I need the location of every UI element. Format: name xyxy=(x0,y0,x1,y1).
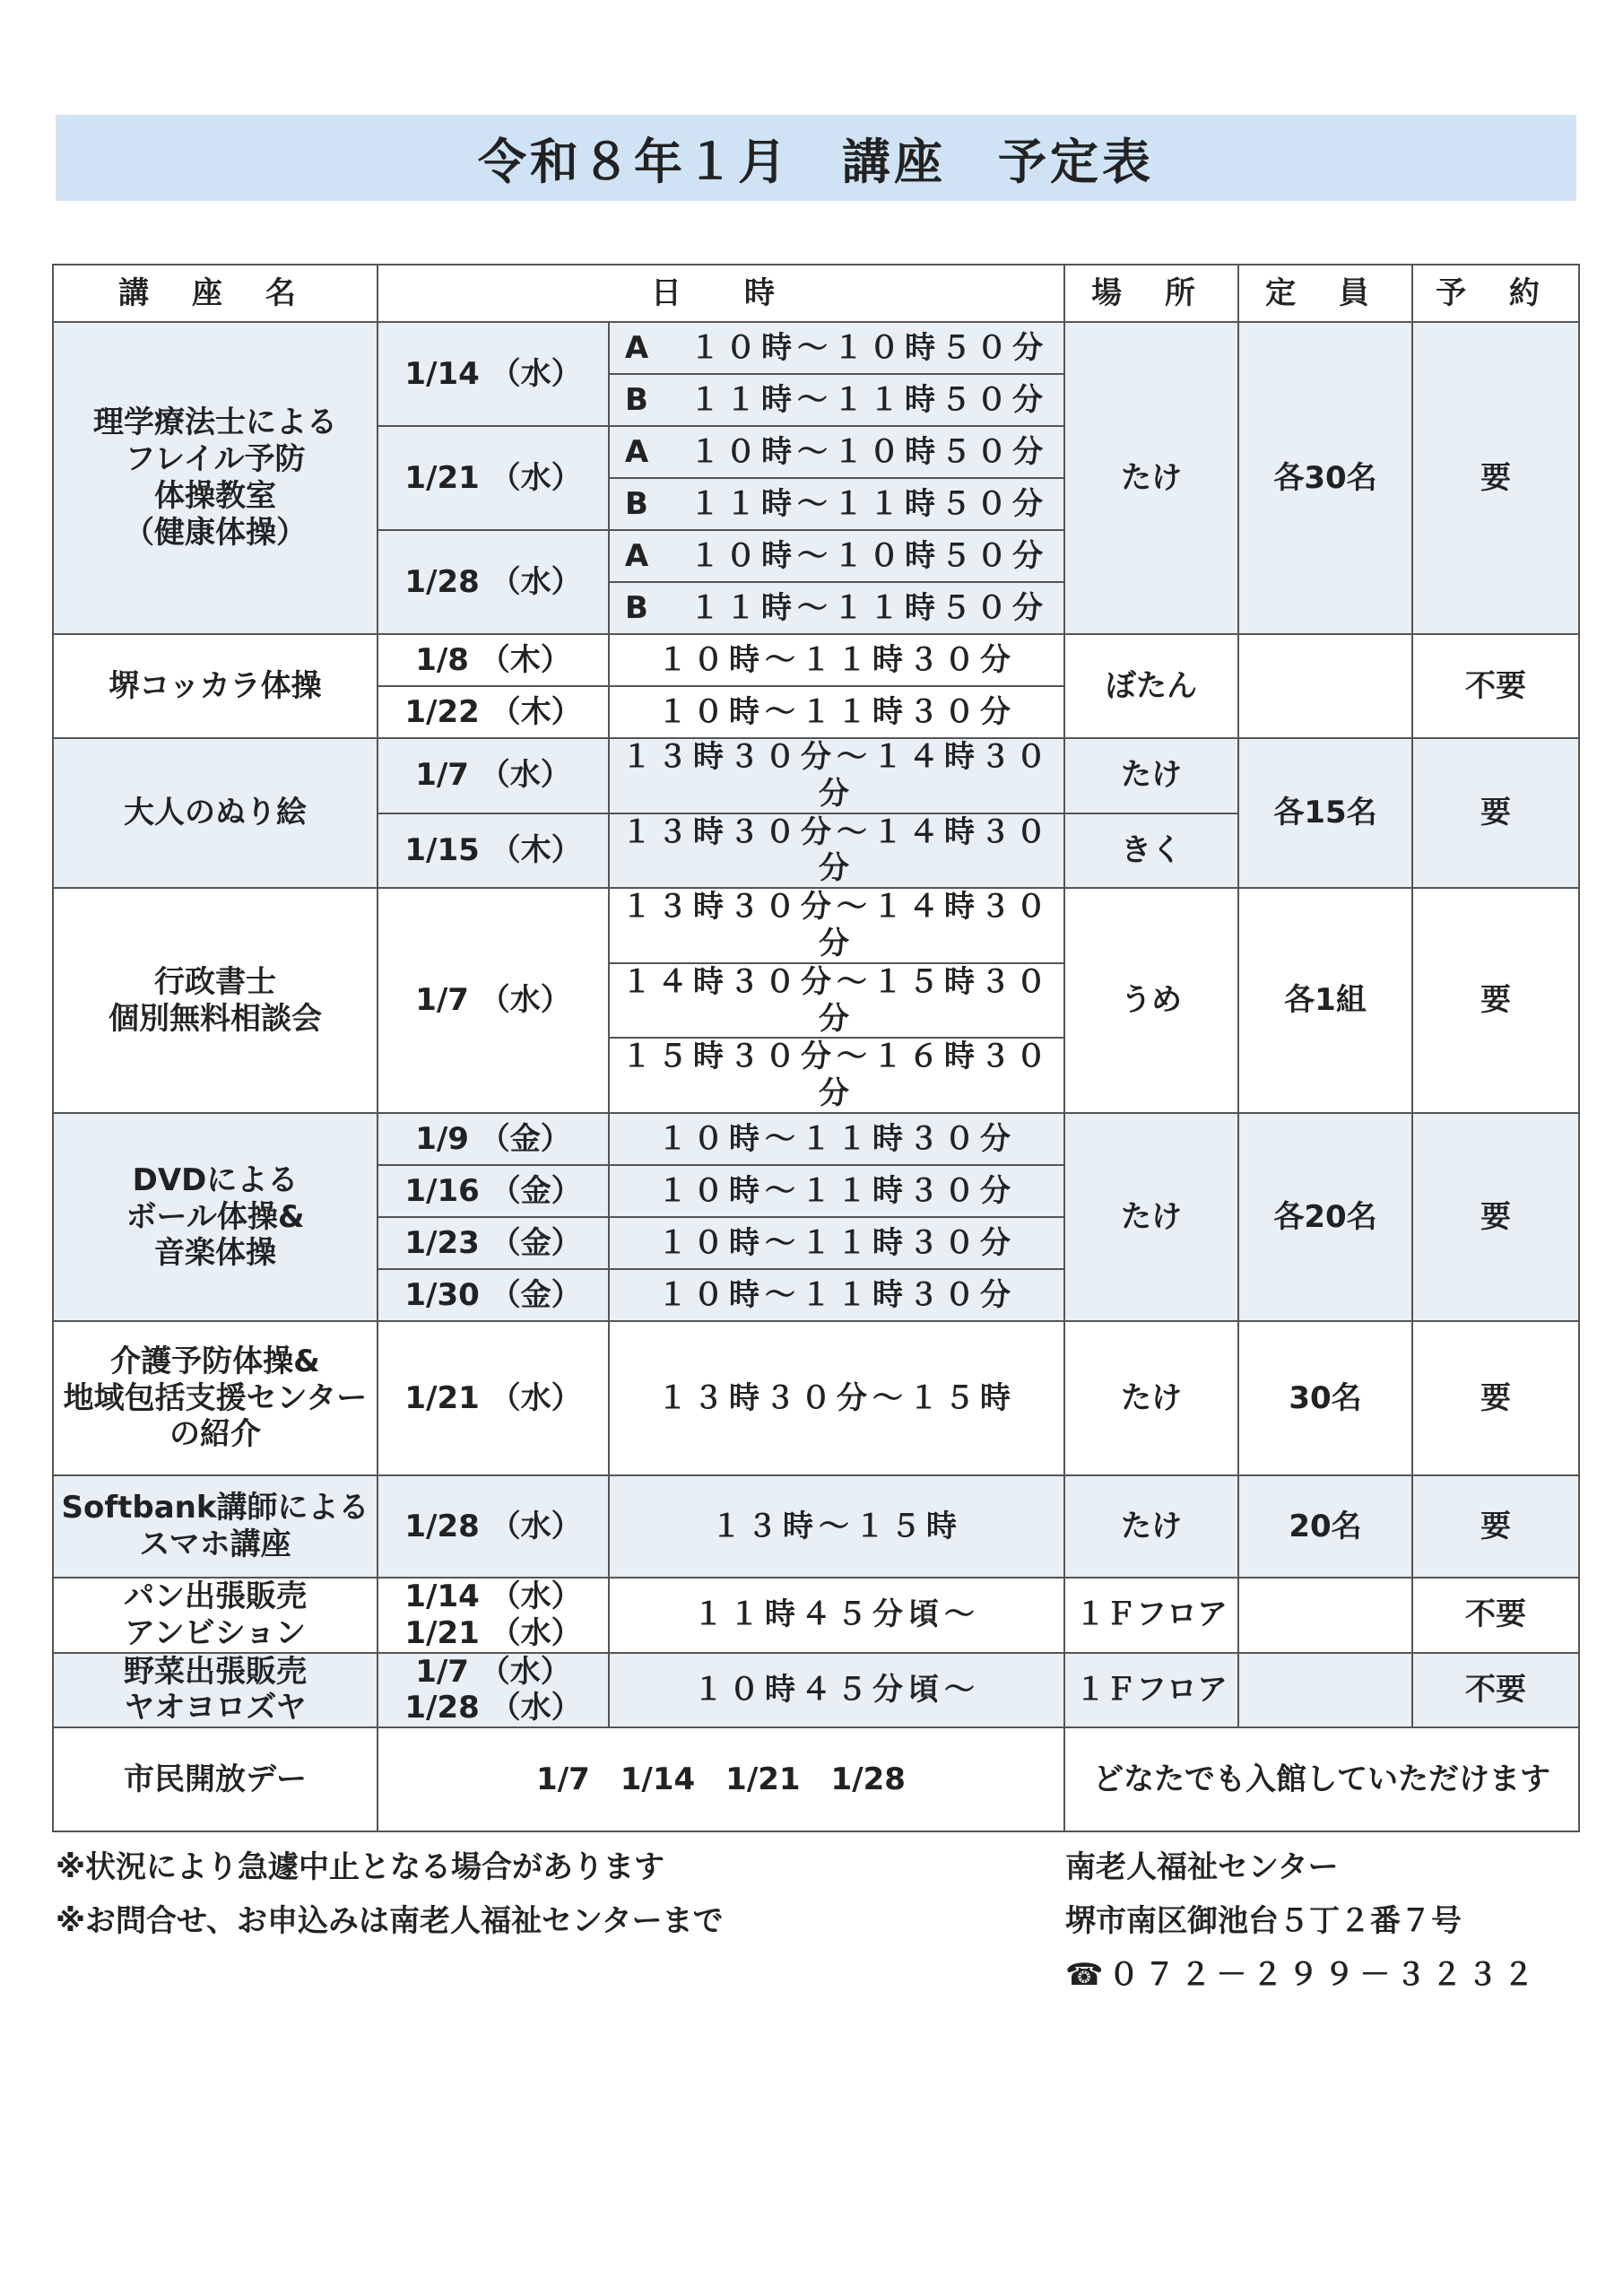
course-name-line: フレイル予防 xyxy=(125,441,306,478)
date-cell: 1/8 （木） xyxy=(378,634,609,686)
header-place: 場 所 xyxy=(1064,265,1238,322)
table-row xyxy=(53,738,1579,813)
course-name-line: ボール体操& xyxy=(126,1198,305,1235)
date-cell: 1/9 （金） xyxy=(378,1113,609,1165)
course-name-line: 介護予防体操& xyxy=(110,1343,320,1379)
date-cell: 1/16 （金） xyxy=(378,1165,609,1217)
table-row xyxy=(53,1475,1579,1578)
course-name-line: ヤオヨロズヤ xyxy=(124,1690,307,1726)
date-line: 1/28 （水） xyxy=(404,1690,582,1726)
date-cell: 1/23 （金） xyxy=(378,1217,609,1269)
reservation-cell: 要 xyxy=(1412,1113,1579,1321)
place-cell: きく xyxy=(1064,813,1238,889)
date-cell: 1/7 （水） xyxy=(378,888,609,1113)
place-cell: たけ xyxy=(1064,1321,1238,1475)
course-name-line: パン出張販売 xyxy=(124,1578,307,1614)
capacity-cell: 各15名 xyxy=(1238,738,1412,888)
place-cell: １Ｆフロア xyxy=(1064,1653,1238,1728)
place-cell: ぼたん xyxy=(1064,634,1238,738)
time-cell: A １０時～１０時５０分 xyxy=(609,322,1064,374)
reservation-cell: 不要 xyxy=(1412,1578,1579,1653)
time-cell: １０時～１１時３０分 xyxy=(609,634,1064,686)
reservation-cell: 不要 xyxy=(1412,1653,1579,1728)
course-name-line: （健康体操） xyxy=(124,514,307,551)
time-cell: A １０時～１０時５０分 xyxy=(609,426,1064,478)
time-cell: １０時～１１時３０分 xyxy=(609,686,1064,738)
time-cell: １３時～１５時 xyxy=(609,1475,1064,1578)
reservation-cell: 要 xyxy=(1412,888,1579,1113)
time-cell: １３時３０分～１５時 xyxy=(609,1321,1064,1475)
organization-block xyxy=(1065,1840,1539,2002)
header-capacity: 定 員 xyxy=(1238,265,1412,322)
capacity-cell: 各30名 xyxy=(1238,322,1412,634)
header-datetime: 日 時 xyxy=(378,265,1064,322)
reservation-cell: 不要 xyxy=(1412,634,1579,738)
course-name-cell xyxy=(53,1578,378,1653)
time-cell: １０時～１１時３０分 xyxy=(609,1113,1064,1165)
course-name-line: の紹介 xyxy=(169,1416,261,1453)
date-cell: 1/7 1/14 1/21 1/28 xyxy=(378,1727,1064,1831)
time-cell: １０時～１１時３０分 xyxy=(609,1165,1064,1217)
course-name-line: 地域包括支援センター xyxy=(63,1379,368,1416)
course-name-cell xyxy=(53,1113,378,1321)
time-cell: １０時～１１時３０分 xyxy=(609,1269,1064,1321)
reservation-cell: 要 xyxy=(1412,738,1579,888)
org-name: 南老人福祉センター xyxy=(1065,1849,1339,1885)
org-phone: ☎０７２－２９９－３２３２ xyxy=(1065,1957,1540,1993)
course-name-cell xyxy=(53,888,378,1113)
time-cell: A １０時～１０時５０分 xyxy=(609,530,1064,582)
page-title: 令和８年１月 講座 予定表 xyxy=(478,133,1154,190)
notes-block xyxy=(56,1840,724,1948)
course-name-cell: 市民開放デー xyxy=(53,1727,378,1831)
course-name-line: アンビション xyxy=(125,1614,306,1651)
header-course-name: 講 座 名 xyxy=(53,265,378,322)
time-cell: １０時～１１時３０分 xyxy=(609,1217,1064,1269)
place-cell: たけ xyxy=(1064,1113,1238,1321)
place-cell: １Ｆフロア xyxy=(1064,1578,1238,1653)
capacity-cell xyxy=(1238,634,1412,738)
capacity-cell: 各20名 xyxy=(1238,1113,1412,1321)
course-name-cell xyxy=(53,1321,378,1475)
reservation-cell: 要 xyxy=(1412,1321,1579,1475)
course-name-line: 理学療法士による xyxy=(93,404,337,441)
table-row xyxy=(53,888,1579,963)
reservation-cell: 要 xyxy=(1412,1475,1579,1578)
place-cell: うめ xyxy=(1064,888,1238,1113)
date-cell: 1/22 （木） xyxy=(378,686,609,738)
course-name-line: スマホ講座 xyxy=(139,1526,291,1562)
course-name-line: DVDによる xyxy=(132,1161,299,1198)
date-cell: 1/14 （水） xyxy=(378,322,609,426)
note-line: ※お問合せ、お申込みは南老人福祉センターまで xyxy=(56,1903,724,1939)
date-cell: 1/15 （木） xyxy=(378,813,609,889)
note-line: ※状況により急遽中止となる場合があります xyxy=(56,1849,665,1885)
course-name-line: 行政書士 xyxy=(154,963,276,1000)
date-cell xyxy=(378,1653,609,1728)
course-name-cell xyxy=(53,1475,378,1578)
date-cell: 1/28 （水） xyxy=(378,530,609,634)
time-cell: １３時３０分～１４時３０分 xyxy=(609,813,1064,889)
date-cell: 1/7 （水） xyxy=(378,738,609,813)
time-cell: B １１時～１１時５０分 xyxy=(609,582,1064,634)
reservation-cell: 要 xyxy=(1412,322,1579,634)
date-cell: 1/30 （金） xyxy=(378,1269,609,1321)
place-cell: たけ xyxy=(1064,1475,1238,1578)
time-cell: １５時３０分～１６時３０分 xyxy=(609,1038,1064,1113)
date-cell: 1/21 （水） xyxy=(378,426,609,530)
header-reservation: 予 約 xyxy=(1412,265,1579,322)
course-name-line: 野菜出張販売 xyxy=(124,1653,307,1690)
note-cell: どなたでも入館していただけます xyxy=(1064,1727,1579,1831)
org-address: 堺市南区御池台５丁２番７号 xyxy=(1065,1903,1462,1939)
date-cell xyxy=(378,1578,609,1653)
time-cell: １３時３０分～１４時３０分 xyxy=(609,888,1064,963)
table-row xyxy=(53,322,1579,374)
course-name-line: 体操教室 xyxy=(154,478,276,514)
title-banner xyxy=(56,115,1576,201)
table-header-row xyxy=(53,265,1579,322)
course-name-cell xyxy=(53,1653,378,1728)
schedule-table xyxy=(52,264,1580,1832)
date-cell: 1/21 （水） xyxy=(378,1321,609,1475)
course-name-line: 個別無料相談会 xyxy=(108,1000,322,1037)
course-name-line: Softbank講師による xyxy=(61,1490,369,1526)
date-line: 1/21 （水） xyxy=(404,1614,582,1651)
date-line: 1/7 （水） xyxy=(415,1653,571,1690)
time-cell: １３時３０分～１４時３０分 xyxy=(609,738,1064,813)
time-cell: B １１時～１１時５０分 xyxy=(609,374,1064,426)
course-name-line: 音楽体操 xyxy=(154,1235,276,1272)
capacity-cell xyxy=(1238,1578,1412,1653)
capacity-cell xyxy=(1238,1653,1412,1728)
time-cell: １１時４５分頃～ xyxy=(609,1578,1064,1653)
capacity-cell: 各1組 xyxy=(1238,888,1412,1113)
capacity-cell: 30名 xyxy=(1238,1321,1412,1475)
date-line: 1/14 （水） xyxy=(404,1578,582,1614)
date-cell: 1/28 （水） xyxy=(378,1475,609,1578)
capacity-cell: 20名 xyxy=(1238,1475,1412,1578)
course-name-cell: 大人のぬり絵 xyxy=(53,738,378,888)
place-cell: たけ xyxy=(1064,738,1238,813)
course-name-cell xyxy=(53,322,378,634)
time-cell: １０時４５分頃～ xyxy=(609,1653,1064,1728)
table-row xyxy=(53,1321,1579,1475)
table-row xyxy=(53,634,1579,686)
place-cell: たけ xyxy=(1064,322,1238,634)
time-cell: B １１時～１１時５０分 xyxy=(609,478,1064,530)
table-row xyxy=(53,1113,1579,1165)
time-cell: １４時３０分～１５時３０分 xyxy=(609,963,1064,1039)
table-row xyxy=(53,1727,1579,1831)
course-name-cell: 堺コッカラ体操 xyxy=(53,634,378,738)
